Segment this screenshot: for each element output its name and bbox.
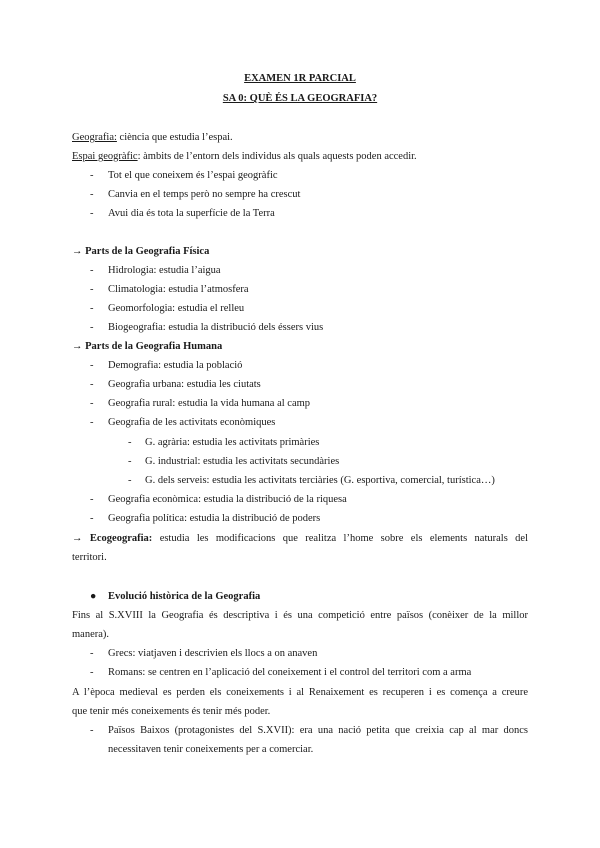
dash-marker: - [128,437,132,448]
ecogeografia-line1 [72,532,528,545]
list-item: Demografia: estudia la població [108,360,243,371]
dash-marker: - [90,379,94,390]
sub-list-item: G. agrària: estudia les activitats primàries [145,437,320,448]
dash-marker: - [90,360,94,371]
def-espai-text: : àmbits de l’entorn dels individus als quals aquests poden accedir. [137,151,417,162]
dash-marker: - [128,456,132,467]
dash-marker: - [90,284,94,295]
para1-line2: manera). [72,629,110,640]
dash-marker: - [90,303,94,314]
list-item-continuation: necessitaven tenir coneixements per a comerciar. [108,744,314,755]
dash-marker: - [90,322,94,333]
list-item: Geomorfologia: estudia el relleu [108,303,245,314]
dash-marker: - [90,189,94,200]
dash-marker: - [90,725,94,736]
list-item: Biogeografia: estudia la distribució dels éssers vius [108,322,324,333]
dash-marker: - [128,475,132,486]
list-item: Geografia de les activitats econòmiques [108,417,276,428]
dash-marker: - [90,265,94,276]
list-item: Geografia rural: estudia la vida humana al camp [108,398,311,409]
term-geografia: Geografia: [72,132,117,143]
list-item: Països Baixos (protagonistes del S.XVII): era una nació petita que creixia cap al mar doncs [108,725,528,736]
section-title: SA 0: QUÈ ÉS LA GEOGRAFIA? [222,93,378,104]
list-item: Avui dia és tota la superfície de la Terra [108,208,275,219]
list-item: Geografia política: estudia la distribució de poders [108,513,321,524]
heading-fisica: → Parts de la Geografia Física [72,246,210,257]
dash-marker: - [90,417,94,428]
def-geografia [72,131,528,144]
para2-line2: que tenir més coneixements és tenir més poder. [72,706,271,717]
def-geografia-text: ciència que estudia l’espai. [116,132,233,143]
ecogeografia-line2: territori. [72,552,107,563]
dash-marker: - [90,170,94,181]
dash-marker: - [90,208,94,219]
heading-humana: → Parts de la Geografia Humana [72,341,223,352]
list-item: Canvia en el temps però no sempre ha crescut [108,189,301,200]
term-espai: Espai geogràfic [72,151,138,162]
heading-evolucio: Evolució històrica de la Geografia [108,591,261,602]
list-item: Grecs: viatjaven i descrivien els llocs a on anaven [108,648,318,659]
dash-marker: - [90,398,94,409]
exam-title: EXAMEN 1R PARCIAL [244,73,356,84]
ecogeografia-text: estudia les modificacions que realitza l’home sobre els elements naturals del [159,533,529,544]
bullet-icon: ● [90,591,97,602]
dash-marker: - [90,667,94,678]
para2-line1: A l’època medieval es perden els coneixements i al Renaixement es recuperen i es comença a creure [72,687,528,698]
list-item: Climatologia: estudia l’atmosfera [108,284,249,295]
def-espai [72,150,528,163]
sub-list-item: G. dels serveis: estudia les activitats terciàries (G. esportiva, comercial, turística…) [145,475,495,486]
list-item: Romans: se centren en l’aplicació del coneixement i el control del territori com a arma [108,667,472,678]
dash-marker: - [90,648,94,659]
list-item: Tot el que coneixem és l’espai geogràfic [108,170,278,181]
list-item: Hidrologia: estudia l’aigua [108,265,221,276]
term-ecogeografia: Ecogeografia: [89,533,153,544]
list-item: Geografia econòmica: estudia la distribució de la riquesa [108,494,347,505]
list-item: Geografia urbana: estudia les ciutats [108,379,261,390]
dash-marker: - [90,494,94,505]
dash-marker: - [90,513,94,524]
para1-line1: Fins al S.XVIII la Geografia és descriptiva i és una competició entre països (conèixer de la millor [72,610,528,621]
arrow-glyph: → [72,533,83,544]
sub-list-item: G. industrial: estudia les activitats secundàries [145,456,340,467]
